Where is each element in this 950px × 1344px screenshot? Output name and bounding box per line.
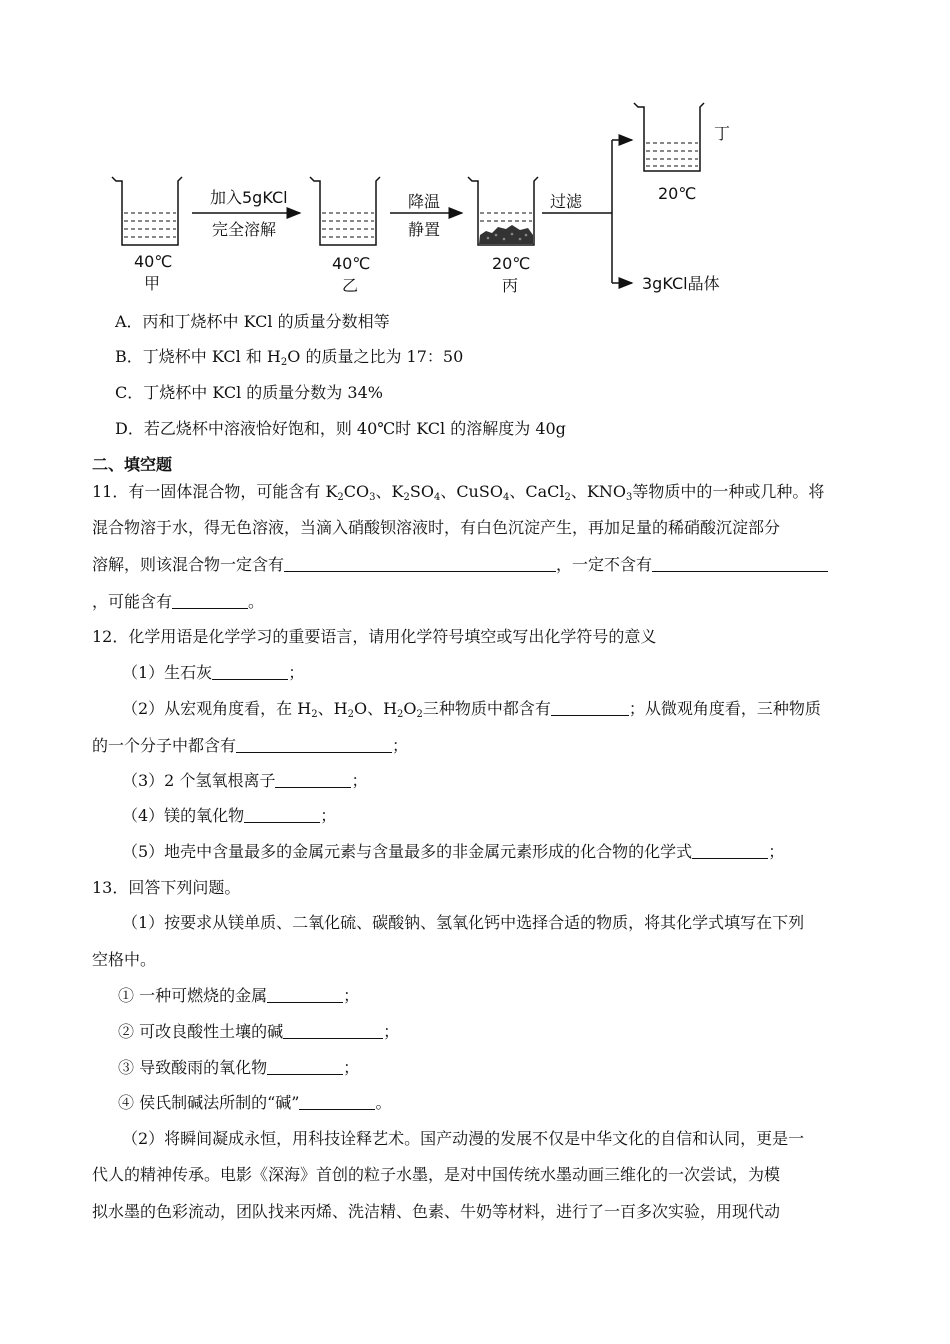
- q10-option-a: A．丙和丁烧杯中 KCl 的质量分数相等: [115, 312, 390, 331]
- beaker-yi-temp: 40℃: [332, 254, 371, 273]
- q13-blank-2[interactable]: [283, 1022, 383, 1039]
- diagram-svg: [100, 95, 860, 305]
- q12-blank-2a[interactable]: [551, 699, 629, 716]
- q12-part-5: （5）地壳中含量最多的金属元素与含量最多的非金属元素形成的化合物的化学式 ；: [122, 842, 785, 861]
- q11-line-2: 混合物溶于水，得无色溶液，当滴入硝酸钡溶液时，有白色沉淀产生，再加足量的稀硝酸沉淀部分: [92, 518, 781, 537]
- q11-line-3: 溶解，则该混合物一定含有 ，一定不含有: [92, 555, 828, 575]
- beaker-yi: [310, 177, 380, 295]
- beaker-bing: [468, 177, 538, 295]
- q11-blank-excludes[interactable]: [652, 555, 828, 572]
- q12-part-1: （1）生石灰 ；: [122, 663, 305, 682]
- q13-blank-1[interactable]: [267, 986, 343, 1003]
- q12-part-4: （4）镁的氧化物 ；: [122, 806, 337, 825]
- beaker-bing-name: 丙: [502, 276, 519, 295]
- beaker-jia-temp: 40℃: [134, 252, 173, 271]
- q12-blank-4[interactable]: [244, 806, 320, 823]
- q12-blank-2b[interactable]: [236, 736, 392, 753]
- step2-bottom-label: 静置: [408, 220, 441, 239]
- q12-blank-3[interactable]: [275, 771, 351, 788]
- q13-item-3: ③ 导致酸雨的氧化物 ；: [118, 1058, 360, 1077]
- beaker-ding-temp: 20℃: [658, 184, 697, 203]
- q13-part-1-line-2: 空格中。: [92, 950, 157, 969]
- q10-option-d: D．若乙烧杯中溶液恰好饱和，则 40℃时 KCl 的溶解度为 40g: [115, 419, 566, 438]
- beaker-jia-name: 甲: [144, 274, 161, 293]
- step3-label: 过滤: [550, 192, 583, 211]
- q12-blank-1[interactable]: [212, 663, 288, 680]
- q13-blank-4[interactable]: [299, 1093, 375, 1110]
- q11-line-4: ，可能含有 。: [92, 592, 265, 611]
- step2-top-label: 降温: [408, 192, 441, 211]
- beaker-yi-name: 乙: [342, 276, 359, 295]
- q13-part-2-line-3: 拟水墨的色彩流动，团队找来丙烯、洗洁精、色素、牛奶等材料，进行了一百多次实验，用现代动: [92, 1202, 781, 1221]
- q11-line-1: 11．有一固体混合物，可能含有 $K_2CO_3$、$K_2SO_4$、CuSO$_4$、CaCl$_2$、$KNO_3$等物质中的一种或几种。将: [92, 482, 825, 503]
- q13-item-2: ② 可改良酸性土壤的碱 ；: [118, 1022, 400, 1041]
- step1-bottom-label: 完全溶解: [212, 220, 277, 239]
- q13-part-1-line-1: （1）按要求从镁单质、二氧化硫、碳酸钠、氢氧化钙中选择合适的物质，将其化学式填写在下列: [122, 913, 805, 932]
- q11-blank-contains[interactable]: [284, 555, 556, 572]
- q13-part-2-line-2: 代人的精神传承。电影《深海》首创的粒子水墨，是对中国传统水墨动画三维化的一次尝试，为模: [92, 1165, 781, 1184]
- q12-part-2-line-2: 的一个分子中都含有 ；: [92, 736, 409, 755]
- q13-item-4: ④ 侯氏制碱法所制的“碱” 。: [118, 1093, 392, 1112]
- q13-blank-3[interactable]: [267, 1058, 343, 1075]
- q13-part-2-line-1: （2）将瞬间凝成永恒，用科技诠释艺术。国产动漫的发展不仅是中华文化的自信和认同，更是一: [122, 1129, 805, 1148]
- q10-option-b: B．丁烧杯中 KCl 和 $H_2O$ 的质量之比为 17：50: [115, 347, 464, 368]
- q12-part-3: （3）2 个氢氧根离子 ；: [122, 771, 368, 790]
- q13-item-1: ① 一种可燃烧的金属 ；: [118, 986, 360, 1005]
- step1-top-label: 加入5gKCl: [210, 188, 288, 207]
- q12-intro: 12．化学用语是化学学习的重要语言，请用化学符号填空或写出化学符号的意义: [92, 627, 657, 646]
- crystal-output-label: 3gKCl晶体: [642, 274, 720, 293]
- beaker-ding: [634, 103, 730, 203]
- q13-intro: 13．回答下列问题。: [92, 878, 241, 897]
- beaker-jia: [112, 177, 182, 293]
- q11-blank-possible[interactable]: [172, 592, 248, 609]
- q12-part-2: （2）从宏观角度看，在 $H_2$、$H_2O$、$H_2O_2$三种物质中都含有 ；从微观角度看，三种物质: [122, 699, 821, 720]
- q10-option-c: C．丁烧杯中 KCl 的质量分数为 34%: [115, 383, 383, 402]
- q12-blank-5[interactable]: [692, 842, 768, 859]
- beaker-ding-name: 丁: [714, 124, 731, 143]
- section-heading: 二、填空题: [92, 455, 173, 474]
- beaker-bing-temp: 20℃: [492, 254, 531, 273]
- experiment-diagram: [100, 95, 860, 305]
